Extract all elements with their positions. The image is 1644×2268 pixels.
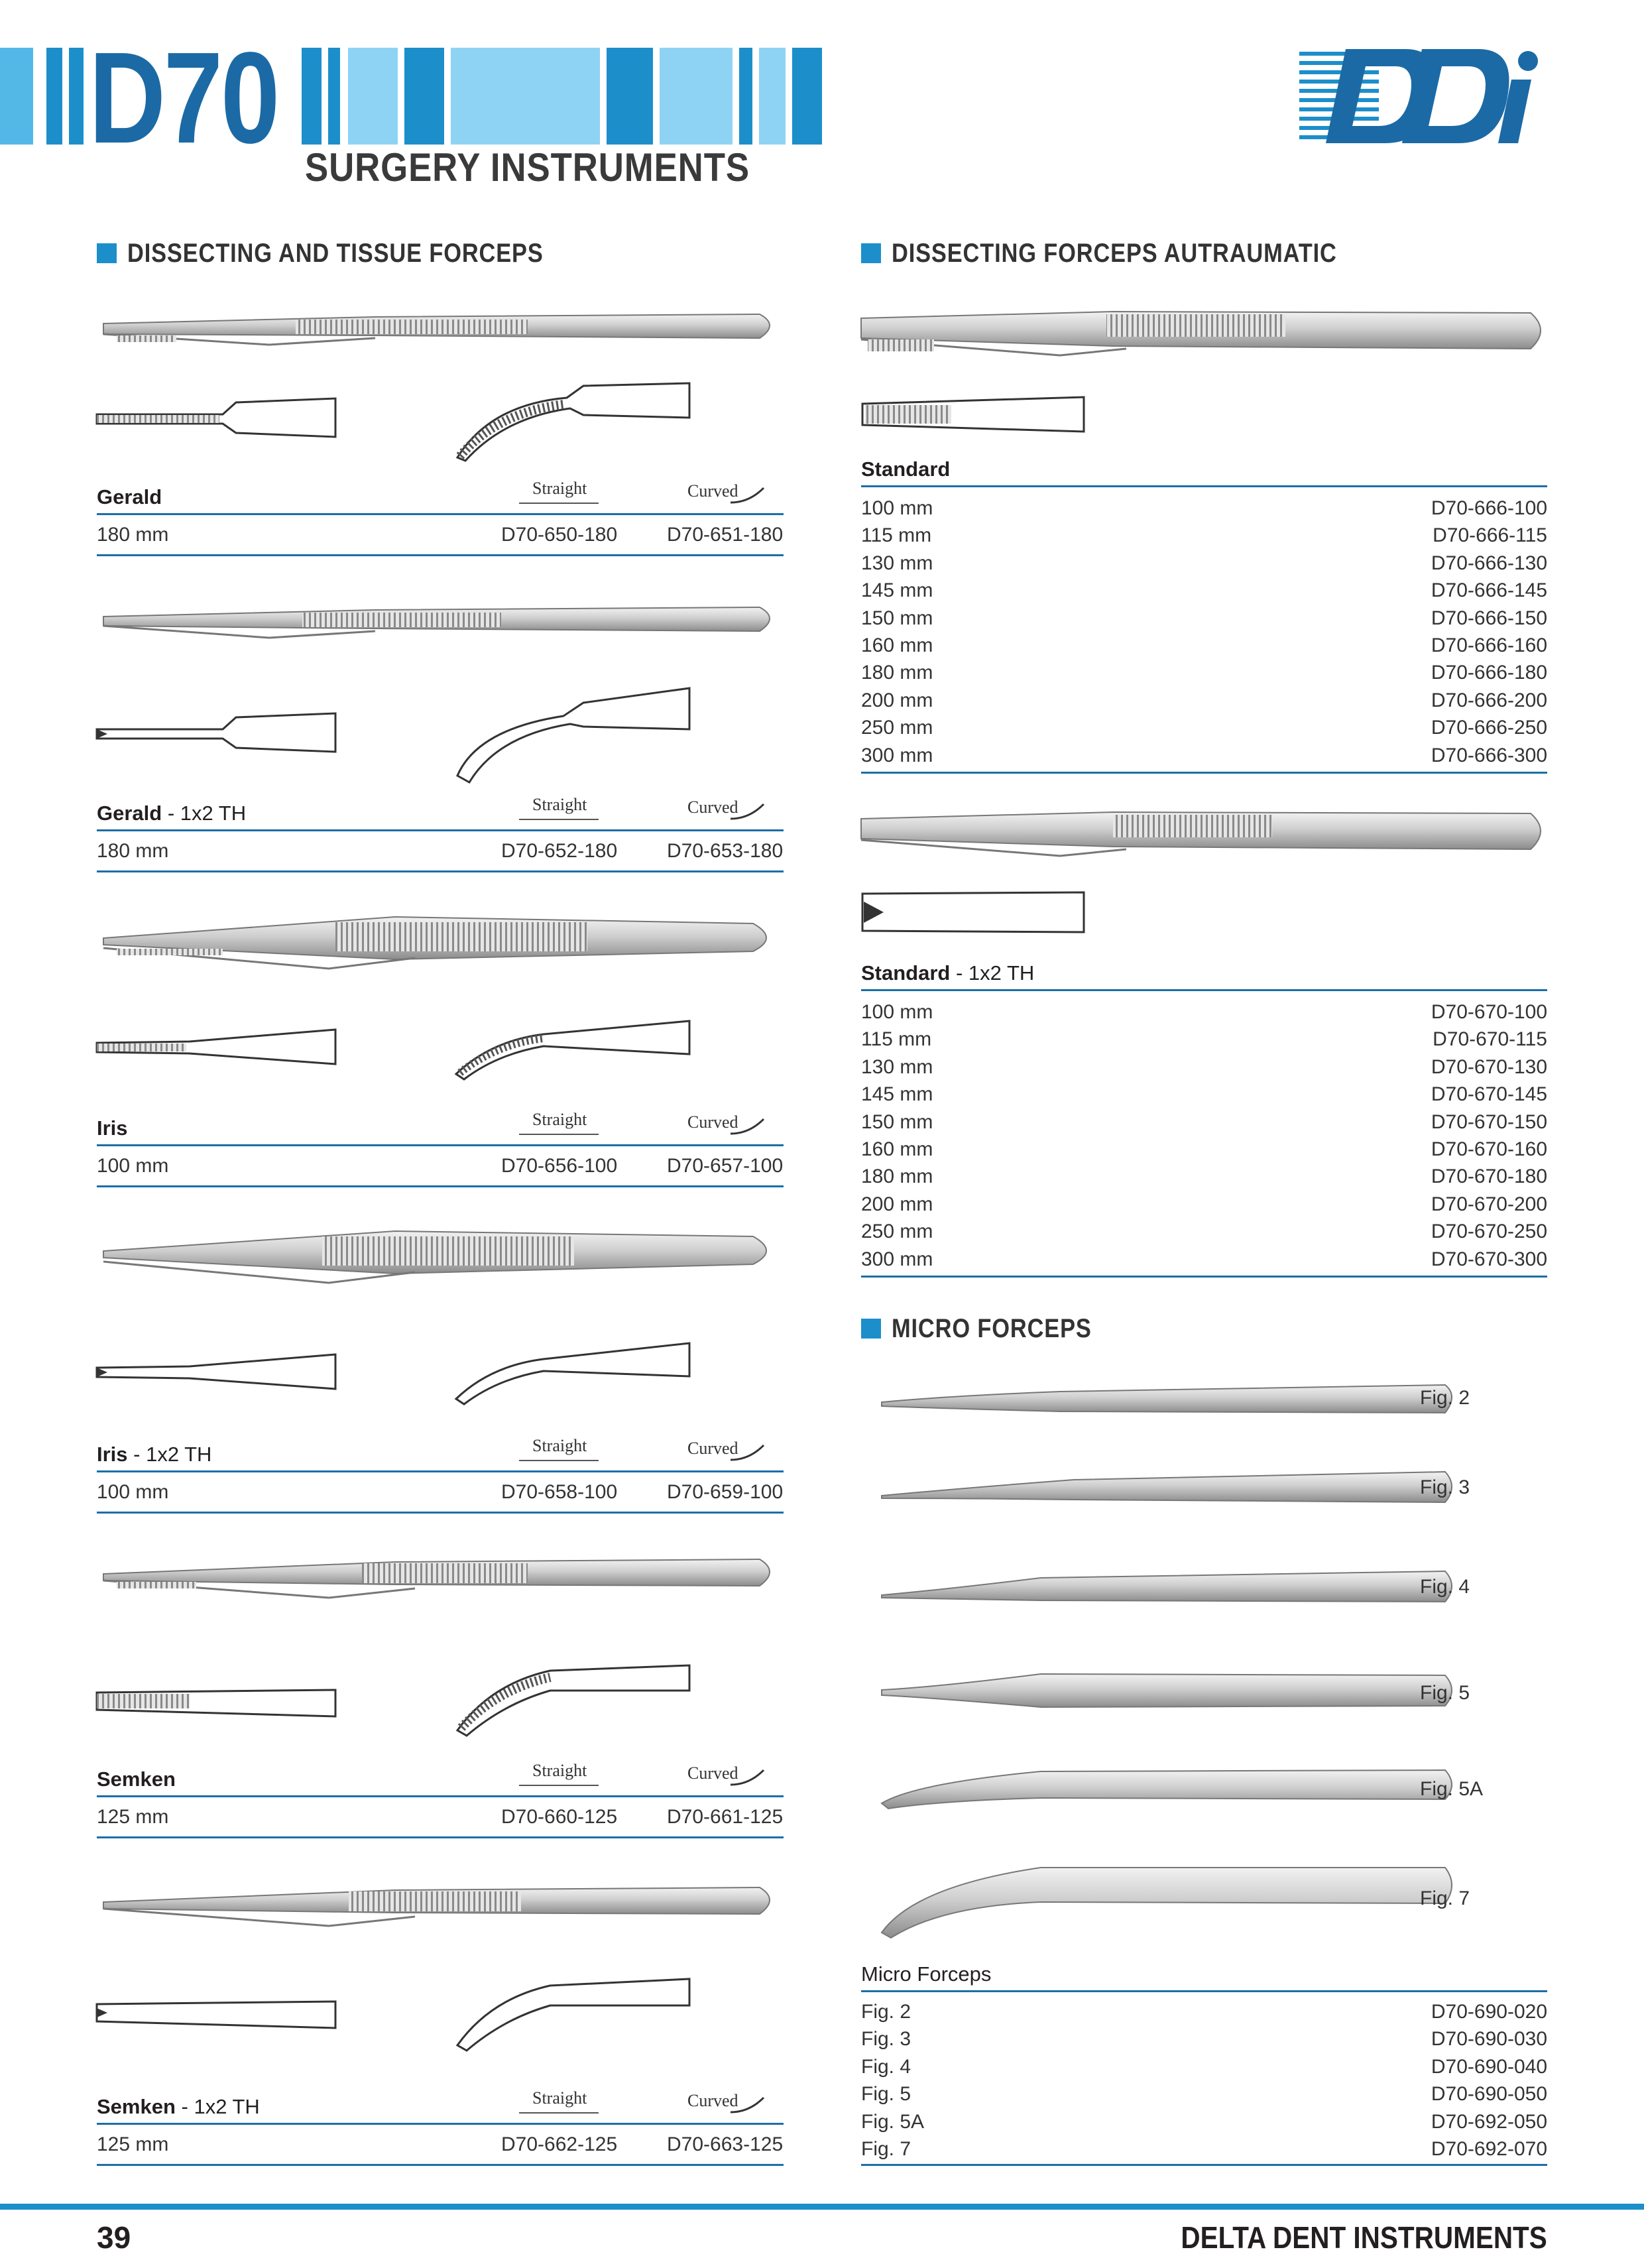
row-label: 250 mm	[861, 1221, 933, 1243]
micro-forceps-image	[875, 1459, 1458, 1518]
iris-straight-tip-image	[97, 1024, 335, 1071]
product-size: 125 mm	[97, 1806, 169, 1828]
row-label: 250 mm	[861, 717, 933, 739]
col-header-underline	[519, 819, 599, 820]
table-row	[861, 2135, 1547, 2163]
product-title: Micro Forceps	[861, 1962, 992, 1986]
standard-th-forceps-image	[861, 806, 1547, 872]
row-code: D70-670-100	[1431, 1001, 1547, 1023]
product-title: Semken	[97, 1767, 176, 1791]
col-header-straight: Straight	[532, 1761, 587, 1780]
iris-forceps-image	[97, 912, 780, 985]
row-code: D70-670-200	[1431, 1193, 1547, 1215]
table-row	[861, 550, 1547, 577]
table-row	[861, 742, 1547, 769]
fig-label: Fig. 5A	[1420, 1778, 1484, 1800]
table-row	[861, 632, 1547, 659]
section-heading-micro	[861, 1312, 1124, 1345]
band-segment	[607, 48, 653, 145]
micro-forceps-list	[861, 1998, 1547, 2163]
product-title: Standard - 1x2 TH	[861, 961, 1035, 985]
col-header-curved: Curved	[687, 1112, 738, 1132]
semken-th-straight-tip-image	[97, 1992, 335, 2032]
band-segment	[328, 48, 340, 145]
row-code: D70-670-250	[1431, 1221, 1547, 1243]
row-code: D70-692-070	[1431, 2137, 1547, 2160]
row-label: Fig. 7	[861, 2137, 911, 2160]
row-code: D70-666-160	[1431, 634, 1547, 656]
product-code-straight: D70-658-100	[501, 1481, 618, 1503]
table-rule	[861, 772, 1547, 774]
product-title: Gerald	[97, 485, 162, 508]
row-label: 100 mm	[861, 497, 933, 519]
col-header-straight: Straight	[532, 1436, 587, 1455]
table-rule	[97, 2123, 784, 2125]
section-heading-dissecting-tissue	[97, 237, 611, 270]
micro-forceps-image	[875, 1369, 1458, 1429]
micro-forceps-image	[875, 1661, 1458, 1727]
product-title: Iris - 1x2 TH	[97, 1443, 212, 1466]
section-marker	[861, 1319, 881, 1339]
col-header-underline	[519, 503, 599, 504]
row-code: D70-666-115	[1433, 524, 1547, 547]
table-rule	[861, 2164, 1547, 2166]
iris-th-curved-tip-image	[451, 1339, 696, 1405]
table-rule	[97, 1836, 784, 1838]
gerald-straight-tip-image	[97, 394, 335, 441]
product-title: Standard	[861, 457, 951, 481]
section-heading-text: DISSECTING FORCEPS AUTRAUMATIC	[892, 238, 1337, 268]
col-header-underline	[519, 1460, 599, 1461]
row-code: D70-690-050	[1431, 2083, 1547, 2106]
col-header-curved: Curved	[687, 1763, 738, 1783]
table-rule	[97, 829, 784, 831]
table-row	[861, 605, 1547, 632]
table-row	[861, 714, 1547, 741]
product-size: 100 mm	[97, 1481, 169, 1503]
band-segment	[759, 48, 786, 145]
table-rule	[97, 1470, 784, 1472]
col-header-curved: Curved	[687, 1439, 738, 1458]
gerald-th-curved-tip-image	[451, 683, 696, 782]
row-code: D70-666-145	[1431, 579, 1547, 602]
row-label: 200 mm	[861, 1193, 933, 1215]
row-label: 145 mm	[861, 1083, 933, 1106]
table-rule	[97, 513, 784, 515]
row-label: Fig. 2	[861, 2001, 911, 2023]
band-segment	[404, 48, 444, 145]
table-row	[861, 687, 1547, 714]
col-header-underline	[519, 1785, 599, 1786]
gerald-forceps-image	[97, 305, 780, 358]
standard-th-size-list	[861, 998, 1547, 1273]
iris-th-forceps-image	[97, 1223, 780, 1296]
company-name: DELTA DENT INSTRUMENTS	[1181, 2220, 1547, 2255]
semken-forceps-image	[97, 1551, 780, 1611]
row-code: D70-690-040	[1431, 2055, 1547, 2078]
gerald-curved-tip-image	[451, 378, 696, 464]
standard-size-list	[861, 495, 1547, 769]
row-label: 100 mm	[861, 1001, 933, 1023]
row-label: 130 mm	[861, 1055, 933, 1078]
table-row	[861, 1163, 1547, 1190]
row-label: 145 mm	[861, 579, 933, 602]
col-header-straight: Straight	[532, 2088, 587, 2108]
product-code-straight: D70-650-180	[501, 524, 618, 546]
product-size: 100 mm	[97, 1155, 169, 1177]
row-code: D70-670-145	[1431, 1083, 1547, 1106]
section-marker	[97, 243, 117, 263]
product-code-curved: D70-663-125	[667, 2133, 784, 2155]
catalog-code: D70	[89, 25, 278, 170]
table-row	[861, 2025, 1547, 2053]
table-row	[861, 1191, 1547, 1218]
product-code-curved: D70-653-180	[667, 840, 784, 862]
table-row	[861, 1081, 1547, 1108]
table-rule	[861, 989, 1547, 991]
row-code: D70-670-300	[1431, 1248, 1547, 1270]
product-code-straight: D70-660-125	[501, 1806, 618, 1828]
curved-symbol-icon	[729, 2095, 766, 2115]
row-label: 160 mm	[861, 634, 933, 656]
semken-straight-tip-image	[97, 1681, 335, 1720]
product-size: 180 mm	[97, 840, 169, 862]
table-rule	[97, 1512, 784, 1514]
table-row	[861, 495, 1547, 522]
section-heading-text: MICRO FORCEPS	[892, 1313, 1092, 1343]
band-segment	[739, 48, 752, 145]
row-code: D70-666-250	[1431, 717, 1547, 739]
row-code: D70-670-180	[1431, 1165, 1547, 1188]
footer-bar	[0, 2204, 1644, 2210]
curved-symbol-icon	[729, 1443, 766, 1462]
band-segment	[792, 48, 822, 145]
row-label: 150 mm	[861, 607, 933, 629]
iris-th-straight-tip-image	[97, 1349, 335, 1396]
table-rule	[97, 554, 784, 556]
standard-forceps-image	[861, 305, 1547, 371]
table-rule	[97, 2164, 784, 2166]
row-label: 115 mm	[861, 524, 932, 547]
row-code: D70-692-050	[1431, 2110, 1547, 2133]
row-label: 150 mm	[861, 1110, 933, 1133]
fig-label: Fig. 7	[1420, 1887, 1470, 1909]
row-code: D70-670-115	[1433, 1028, 1547, 1051]
row-code: D70-666-100	[1431, 497, 1547, 519]
micro-forceps-image	[875, 1853, 1458, 1946]
table-row	[861, 1053, 1547, 1081]
row-label: 200 mm	[861, 689, 933, 711]
curved-symbol-icon	[729, 1116, 766, 1136]
curved-symbol-icon	[729, 802, 766, 821]
band-segment	[660, 48, 733, 145]
gerald-th-forceps-image	[97, 597, 780, 650]
table-row	[861, 2080, 1547, 2108]
table-row	[861, 1026, 1547, 1053]
product-code-straight: D70-656-100	[501, 1155, 618, 1177]
fig-label: Fig. 3	[1420, 1476, 1470, 1498]
row-code: D70-690-030	[1431, 2028, 1547, 2051]
row-code: D70-666-130	[1431, 552, 1547, 574]
band-segment	[302, 48, 322, 145]
row-label: 180 mm	[861, 662, 933, 684]
table-rule	[97, 1185, 784, 1187]
product-code-curved: D70-657-100	[667, 1155, 784, 1177]
table-row	[861, 2053, 1547, 2080]
col-header-underline	[519, 2112, 599, 2114]
row-label: 115 mm	[861, 1028, 932, 1051]
col-header-straight: Straight	[532, 1110, 587, 1129]
fig-label: Fig. 4	[1420, 1576, 1470, 1598]
row-label: Fig. 5	[861, 2083, 911, 2106]
page-number: 39	[97, 2220, 131, 2255]
curved-symbol-icon	[729, 1767, 766, 1787]
table-rule	[861, 1990, 1547, 1992]
product-code-curved: D70-659-100	[667, 1481, 784, 1503]
product-code-straight: D70-652-180	[501, 840, 618, 862]
section-heading-text: DISSECTING AND TISSUE FORCEPS	[127, 238, 544, 268]
table-row	[861, 522, 1547, 549]
row-code: D70-666-200	[1431, 689, 1547, 711]
col-header-curved: Curved	[687, 2091, 738, 2110]
table-row	[861, 998, 1547, 1026]
table-row	[861, 1998, 1547, 2025]
table-row	[861, 1246, 1547, 1273]
row-label: Fig. 3	[861, 2028, 911, 2051]
product-size: 180 mm	[97, 524, 169, 546]
gerald-th-straight-tip-image	[97, 709, 335, 756]
product-code-curved: D70-661-125	[667, 1806, 784, 1828]
iris-curved-tip-image	[451, 1014, 696, 1081]
row-label: 130 mm	[861, 552, 933, 574]
col-header-curved: Curved	[687, 798, 738, 817]
band-segment	[451, 48, 600, 145]
table-rule	[97, 870, 784, 872]
table-row	[861, 1218, 1547, 1245]
band-segment	[0, 48, 33, 145]
row-code: D70-670-130	[1431, 1055, 1547, 1078]
table-rule	[861, 485, 1547, 487]
row-code: D70-670-150	[1431, 1110, 1547, 1133]
band-segment	[46, 48, 62, 145]
row-label: Fig. 5A	[861, 2110, 925, 2133]
fig-label: Fig. 5	[1420, 1682, 1470, 1704]
product-code-straight: D70-662-125	[501, 2133, 618, 2155]
row-code: D70-690-020	[1431, 2001, 1547, 2023]
row-code: D70-666-300	[1431, 744, 1547, 766]
curved-symbol-icon	[729, 485, 766, 505]
product-title: Semken - 1x2 TH	[97, 2095, 260, 2118]
semken-curved-tip-image	[451, 1657, 696, 1737]
band-segment	[348, 48, 398, 145]
product-title: Gerald - 1x2 TH	[97, 802, 247, 825]
col-header-straight: Straight	[532, 479, 587, 498]
standard-tip-image	[861, 394, 1086, 434]
catalog-subtitle: SURGERY INSTRUMENTS	[305, 145, 750, 190]
section-heading-atraumatic	[861, 237, 1409, 270]
row-code: D70-670-160	[1431, 1138, 1547, 1160]
row-label: Fig. 4	[861, 2055, 911, 2078]
table-row	[861, 577, 1547, 604]
col-header-underline	[519, 1134, 599, 1135]
row-label: 180 mm	[861, 1165, 933, 1188]
table-row	[861, 659, 1547, 686]
micro-forceps-image	[875, 1757, 1458, 1823]
table-row	[861, 2108, 1547, 2135]
table-rule	[97, 1795, 784, 1797]
row-label: 300 mm	[861, 744, 933, 766]
row-code: D70-666-180	[1431, 662, 1547, 684]
product-title: Iris	[97, 1116, 128, 1140]
micro-forceps-image	[875, 1558, 1458, 1618]
col-header-straight: Straight	[532, 795, 587, 814]
row-code: D70-666-150	[1431, 607, 1547, 629]
ddi-logo	[1299, 46, 1551, 146]
table-rule	[861, 1276, 1547, 1278]
semken-th-forceps-image	[97, 1880, 780, 1939]
product-code-curved: D70-651-180	[667, 524, 784, 546]
section-marker	[861, 243, 881, 263]
band-segment	[69, 48, 84, 145]
table-rule	[97, 1144, 784, 1146]
table-row	[861, 1136, 1547, 1163]
table-row	[861, 1108, 1547, 1136]
standard-th-tip-image	[861, 890, 1086, 936]
row-label: 160 mm	[861, 1138, 933, 1160]
col-header-curved: Curved	[687, 481, 738, 501]
fig-label: Fig. 2	[1420, 1387, 1470, 1409]
row-label: 300 mm	[861, 1248, 933, 1270]
product-size: 125 mm	[97, 2133, 169, 2155]
semken-th-curved-tip-image	[451, 1972, 696, 2052]
